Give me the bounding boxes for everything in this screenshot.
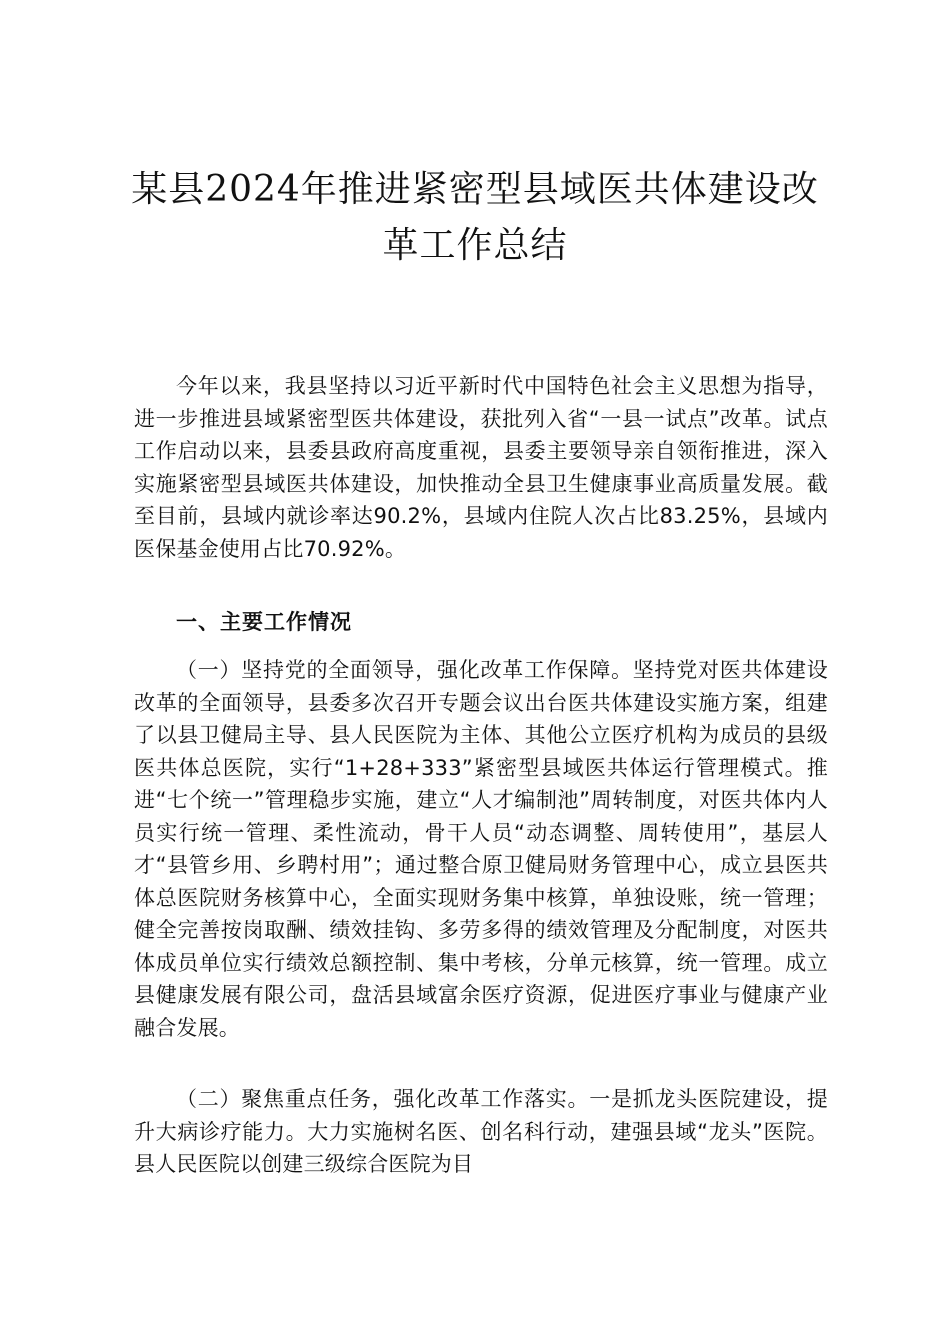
section-paragraph-1: （一）坚持党的全面领导，强化改革工作保障。坚持党对医共体建设改革的全面领导，县委多次召开专题会议出台医共体建设实施方案，组建了以县卫健局主导、县人民医院为主体、其他公立医疗机构为成员的县级医共体总医院，实行“1+28+333”紧密型县域医共体运行管理模式。推进“七个统一”管理稳步实施，建立“人才编制池”周转制度，对医共体内人员实行统一管理、柔性流动，骨干人员“动态调整、周转使用”，基层人才“县管乡用、乡聘村用”；通过整合原卫健局财务管理中心，成立县医共体总医院财务核算中心，全面实现财务集中核算，单独设账，统一管理；健全完善按岗取酬、绩效挂钩、多劳多得的绩效管理及分配制度，对医共体成员单位实行绩效总额控制、集中考核，分单元核算，统一管理。成立县健康发展有限公司，盘活县域富余医疗资源，促进医疗事业与健康产业融合发展。: [134, 658, 828, 1040]
section-heading: 一、主要工作情况: [176, 610, 352, 634]
intro-paragraph: 今年以来，我县坚持以习近平新时代中国特色社会主义思想为指导，进一步推进县域紧密型医共体建设，获批列入省“一县一试点”改革。试点工作启动以来，县委县政府高度重视，县委主要领导亲自领衔推进，深入实施紧密型县域医共体建设，加快推动全县卫生健康事业高质量发展。截至目前，县域内就诊率达90.2%，县域内住院人次占比83.25%，县域内医保基金使用占比70.92%。: [134, 374, 828, 561]
document-title: 某县2024年推进紧密型县域医共体建设改革工作总结: [131, 169, 819, 266]
section-paragraph-2: （二）聚焦重点任务，强化改革工作落实。一是抓龙头医院建设，提升大病诊疗能力。大力实施树名医、创名科行动，建强县域“龙头”医院。县人民医院以创建三级综合医院为目: [134, 1087, 828, 1176]
